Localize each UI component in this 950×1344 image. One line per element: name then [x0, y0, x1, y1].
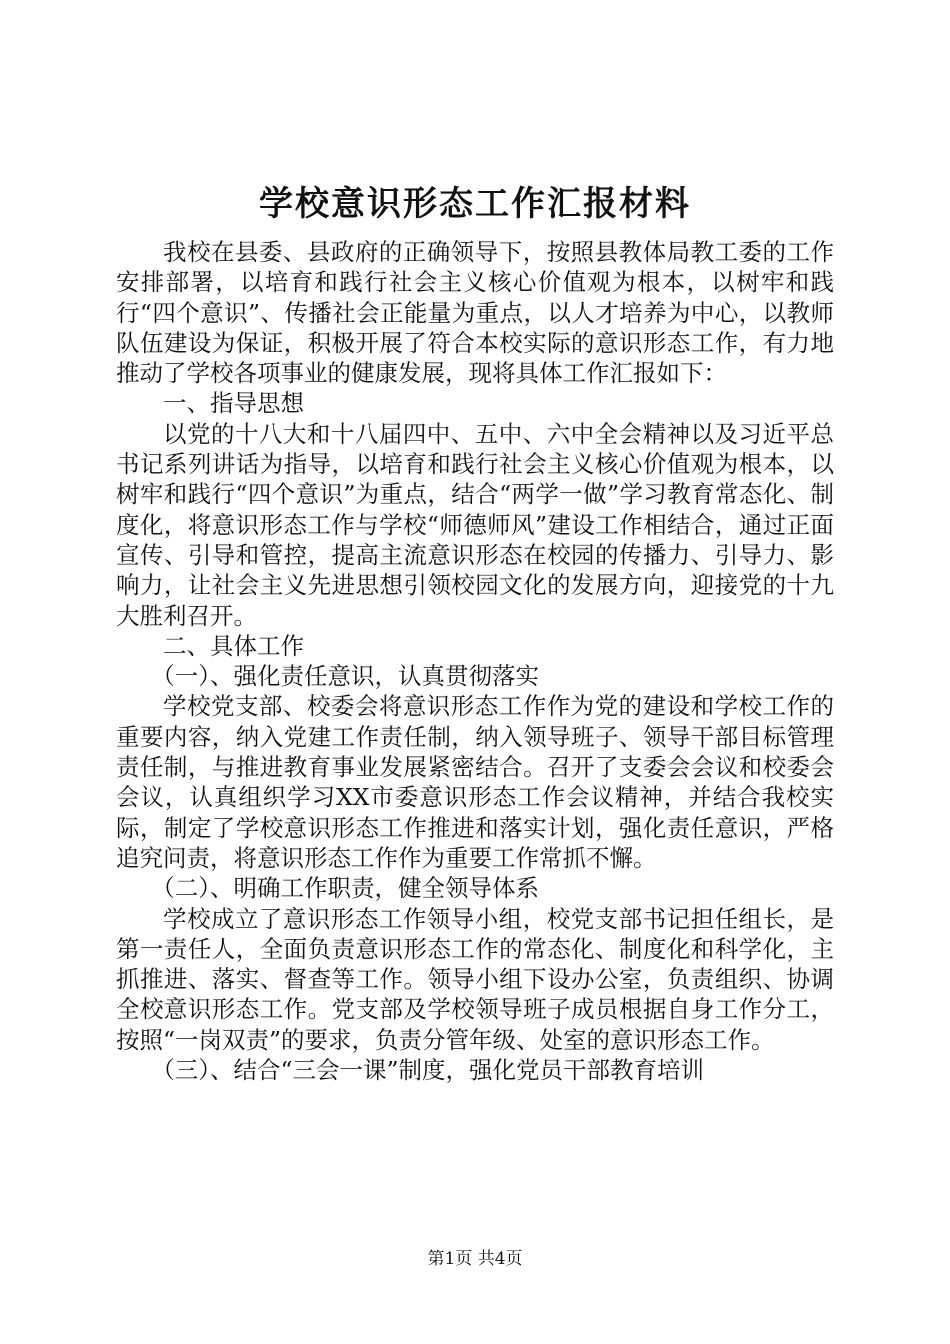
section-heading-guiding-ideology: 一、指导思想 — [163, 389, 304, 418]
subsection-heading-2: （二）、明确工作职责，健全领导体系 — [151, 874, 539, 903]
subsection-heading-3: （三）、结合“三会一课”制度，强化党员干部教育培训 — [151, 1056, 705, 1085]
subsection-heading-1: （一）、强化责任意识，认真贯彻落实 — [151, 662, 539, 691]
subsection-1-paragraph: 学校党支部、校委会将意识形态工作作为党的建设和学校工作的重要内容，纳入党建工作责任制，纳入领导班子、领导干部目标管理责任制，与推进教育事业发展紧密结合。召开了支委会会议和校委会会议，认真组织学习XX市委意识形态工作会议精神，并结合我校实际，制定了学校意识形态工作推进和落实计划，强化责任意识，严格追究问责，将意识形态工作作为重要工作常抓不懈。 — [116, 692, 834, 872]
document-body — [116, 237, 834, 1085]
section-heading-specific-work: 二、具体工作 — [163, 631, 304, 660]
document-title: 学校意识形态工作汇报材料 — [259, 184, 691, 224]
intro-paragraph: 我校在县委、县政府的正确领导下，按照县教体局教工委的工作安排部署，以培育和践行社会主义核心价值观为根本，以树牢和践行“四个意识”、传播社会正能量为重点，以人才培养为中心，以教师队伍建设为保证，积极开展了符合本校实际的意识形态工作，有力地推动了学校各项事业的健康发展，现将具体工作汇报如下： — [116, 238, 834, 388]
subsection-2-paragraph: 学校成立了意识形态工作领导小组，校党支部书记担任组长，是第一责任人，全面负责意识形态工作的常态化、制度化和科学化，主抓推进、落实、督查等工作。领导小组下设办公室，负责组织、协调全校意识形态工作。党支部及学校领导班子成员根据自身工作分工，按照“一岗双责”的要求，负责分管年级、处室的意识形态工作。 — [116, 904, 834, 1054]
guiding-ideology-paragraph: 以党的十八大和十八届四中、五中、六中全会精神以及习近平总书记系列讲话为指导，以培育和践行社会主义核心价值观为根本，以树牢和践行“四个意识”为重点，结合“两学一做”学习教育常态化、制度化，将意识形态工作与学校“师德师风”建设工作相结合，通过正面宣传、引导和管控，提高主流意识形态在校园的传播力、引导力、影响力，让社会主义先进思想引领校园文化的发展方向，迎接党的十九大胜利召开。 — [116, 419, 834, 630]
page-number-footer: 第1页 共4页 — [427, 1249, 523, 1269]
